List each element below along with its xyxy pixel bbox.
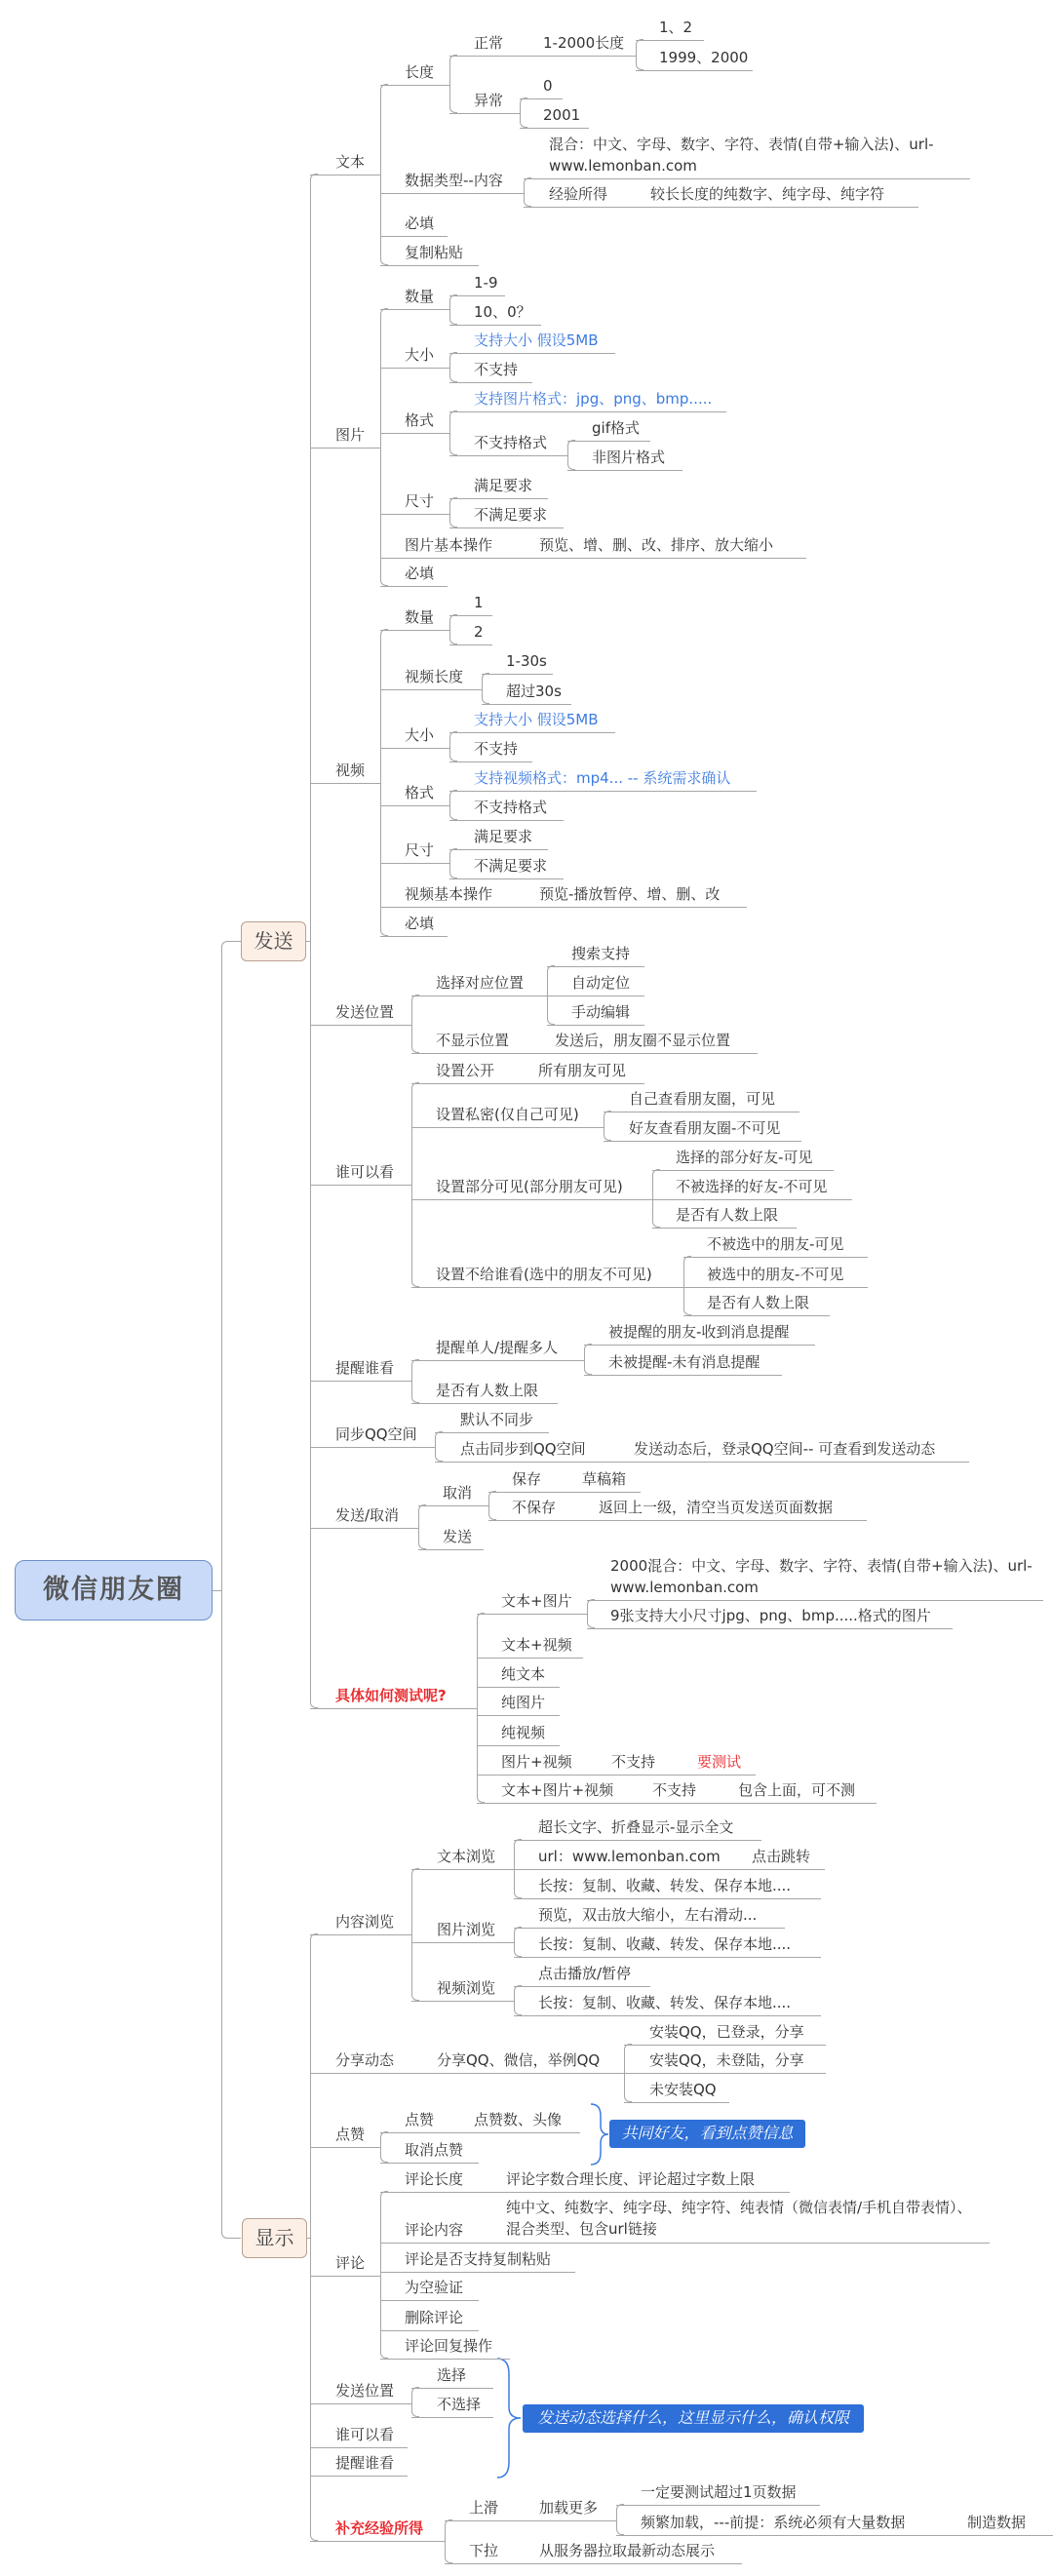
leaf[interactable]: 是否有人数上限	[683, 1291, 830, 1316]
leaf[interactable]: 点击播放/暂停	[514, 1962, 650, 1987]
leaf[interactable]: 删除评论	[380, 2306, 479, 2331]
leaf[interactable]: 支持大小 假设5MB	[449, 329, 615, 354]
node-text-image[interactable]: 文本+图片	[477, 1589, 587, 1615]
leaf[interactable]: 必填	[380, 212, 448, 237]
branch-comment[interactable]: 评论	[310, 2251, 380, 2277]
node-image-video[interactable]: 图片+视频	[477, 1750, 756, 1776]
node-length[interactable]: 长度	[380, 60, 449, 86]
leaf[interactable]: 评论是否支持复制粘贴	[380, 2247, 575, 2273]
node-click-sync[interactable]: 点击同步到QQ空间	[435, 1437, 969, 1463]
pull-down-detail: 从服务器拉取最新动态展示	[539, 2542, 716, 2559]
node-pull-up[interactable]: 上滑	[445, 2496, 616, 2521]
leaf[interactable]: 满足要求	[449, 825, 548, 850]
pull-up-detail: 加载更多	[539, 2499, 599, 2517]
node-basic-ops[interactable]: 视频基本操作	[380, 882, 747, 908]
node-save[interactable]: 保存	[488, 1467, 641, 1493]
like-callout: 共同好友，看到点赞信息	[609, 2120, 805, 2148]
branch-like[interactable]: 点赞	[310, 2123, 380, 2148]
comment-length-detail: 评论字数合理长度、评论超过字数上限	[506, 2170, 756, 2188]
node-exclude[interactable]: 设置不给谁看(选中的朋友不可见)	[411, 1263, 683, 1288]
normal-range: 1-2000长度	[543, 34, 625, 52]
leaf[interactable]: 2001	[520, 103, 589, 129]
node-size[interactable]: 大小	[380, 723, 449, 749]
node-size[interactable]: 大小	[380, 343, 449, 369]
leaf[interactable]: 支持视频格式：mp4... -- 系统需求确认	[449, 766, 757, 792]
leaf[interactable]: 超长文字、折叠显示-显示全文	[514, 1815, 761, 1841]
leaf[interactable]: 不满足要求	[449, 854, 564, 879]
test-note: 包含上面，可不测	[738, 1781, 856, 1799]
branch-visibility[interactable]: 谁可以看	[310, 2423, 408, 2448]
save-detail: 草稿箱	[582, 1470, 627, 1488]
leaf[interactable]: 长按：复制、收藏、转发、保存本地....	[514, 1874, 821, 1899]
node-count[interactable]: 数量	[380, 605, 449, 631]
leaf[interactable]: 长按：复制、收藏、转发、保存本地....	[514, 1991, 821, 2016]
leaf[interactable]: 为空验证	[380, 2276, 479, 2301]
leaf[interactable]: 1	[449, 591, 492, 616]
node-no-save[interactable]: 不保存	[488, 1496, 867, 1521]
basic-ops-detail: 预览、增、删、改、排序、放大缩小	[539, 536, 774, 554]
node-text-browse[interactable]: 文本浏览	[411, 1845, 514, 1870]
node-format[interactable]: 格式	[380, 409, 449, 434]
leaf[interactable]: 纯文本	[477, 1662, 560, 1688]
leaf[interactable]: 不选择	[411, 2393, 493, 2418]
branch-supplement[interactable]: 补充经验所得	[310, 2517, 445, 2542]
node-choose-location[interactable]: 选择对应位置	[411, 971, 547, 996]
node-dimension[interactable]: 尺寸	[380, 489, 449, 515]
branch-location[interactable]: 发送位置	[310, 1000, 411, 1026]
branch-send-cancel[interactable]: 发送/取消	[310, 1503, 418, 1529]
branch-visibility[interactable]: 谁可以看	[310, 1160, 411, 1186]
hide-location-detail: 发送后，朋友圈不显示位置	[555, 1032, 731, 1049]
node-count[interactable]: 数量	[380, 285, 449, 310]
leaf[interactable]: 文本+视频	[477, 1633, 583, 1659]
leaf[interactable]: 超过30s	[482, 680, 571, 705]
leaf[interactable]: 手动编辑	[547, 1000, 644, 1026]
leaf[interactable]: 不支持	[449, 358, 532, 383]
node-private[interactable]: 设置私密(仅自己可见)	[411, 1103, 604, 1128]
node-basic-ops[interactable]: 图片基本操作	[380, 533, 806, 559]
leaf[interactable]: 2000混合：中文、字母、数字、字符、表情(自带+输入法)、url-www.lemonban.com	[587, 1550, 1043, 1601]
node-like[interactable]: 点赞	[380, 2108, 580, 2133]
leaf[interactable]: 未被提醒-未有消息提醒	[584, 1350, 782, 1376]
public-detail: 所有朋友可见	[538, 1062, 627, 1079]
leaf[interactable]: 自己查看朋友圈，可见	[604, 1087, 800, 1112]
branch-remind[interactable]: 提醒谁看	[310, 2451, 408, 2477]
connector	[221, 941, 241, 2239]
leaf[interactable]: url：www.lemonban.com	[514, 1845, 825, 1870]
branch-share[interactable]: 分享动态	[310, 2049, 624, 2074]
comment-content-detail: 纯中文、纯数字、纯字母、纯字符、纯表情（微信表情/手机自带表情）、混合类型、包含url链接	[506, 2199, 972, 2238]
leaf[interactable]: 非图片格式	[567, 446, 682, 471]
branch-qq-sync[interactable]: 同步QQ空间	[310, 1423, 435, 1448]
node-single-multi[interactable]: 提醒单人/提醒多人	[411, 1336, 584, 1361]
leaf[interactable]: 默认不同步	[435, 1408, 549, 1433]
leaf[interactable]: 安装QQ，已登录，分享	[624, 2020, 826, 2046]
leaf[interactable]: 复制粘贴	[380, 241, 479, 266]
leaf[interactable]: 安装QQ，未登陆，分享	[624, 2049, 826, 2074]
brace-icon	[493, 2357, 523, 2479]
leaf[interactable]: 满足要求	[449, 474, 548, 499]
node-experience[interactable]: 经验所得	[524, 182, 918, 208]
leaf[interactable]: 纯视频	[477, 1721, 560, 1746]
leaf[interactable]: 1-9	[449, 271, 505, 296]
node-format[interactable]: 格式	[380, 781, 449, 806]
leaf[interactable]: 10、0？	[449, 300, 541, 326]
leaf[interactable]: 发送	[418, 1525, 484, 1550]
support-status: 不支持	[611, 1753, 656, 1771]
leaf[interactable]: 搜索支持	[547, 942, 644, 967]
leaf[interactable]: 预览，双击放大缩小，左右滑动...	[514, 1903, 785, 1929]
leaf[interactable]: 9张支持大小尺寸jpg、png、bmp.....格式的图片	[587, 1604, 953, 1629]
leaf[interactable]: 长按：复制、收藏、转发、保存本地....	[514, 1932, 821, 1958]
node-pull-down[interactable]: 下拉	[445, 2539, 742, 2564]
no-save-detail: 返回上一级，清空当页发送页面数据	[599, 1499, 834, 1516]
leaf[interactable]: 1、2	[636, 16, 704, 41]
leaf[interactable]: 一定要测试超过1页数据	[616, 2480, 820, 2506]
permission-callout: 发送动态选择什么，这里显示什么，确认权限	[523, 2404, 864, 2433]
leaf[interactable]: 不满足要求	[449, 503, 564, 528]
leaf[interactable]: 好友查看朋友圈-不可见	[604, 1116, 801, 1142]
connector	[310, 174, 318, 1708]
leaf[interactable]: 混合：中文、字母、数字、字符、表情(自带+输入法)、url-www.lemonban.com	[524, 129, 970, 179]
node-comment-content[interactable]: 评论内容	[380, 2218, 990, 2244]
branch-image[interactable]: 图片	[310, 423, 380, 449]
connector	[213, 1590, 221, 1591]
leaf[interactable]: 不被选择的好友-不可见	[652, 1175, 852, 1200]
leaf[interactable]: 评论回复操作	[380, 2334, 510, 2360]
leaf[interactable]: 是否有人数上限	[411, 1379, 558, 1404]
connector	[310, 1933, 318, 2541]
node-dimension[interactable]: 尺寸	[380, 839, 449, 864]
branch-location[interactable]: 发送位置	[310, 2379, 411, 2404]
branch-how-to-test[interactable]: 具体如何测试呢?	[310, 1684, 477, 1709]
branch-remind[interactable]: 提醒谁看	[310, 1356, 411, 1382]
leaf[interactable]: 2	[449, 620, 492, 645]
node-image-browse[interactable]: 图片浏览	[411, 1918, 514, 1943]
leaf[interactable]: 支持图片格式：jpg、png、bmp.....	[449, 387, 726, 412]
share-detail: 分享QQ、微信，举例QQ	[437, 2051, 601, 2069]
topic-display[interactable]: 显示	[242, 2218, 307, 2258]
leaf[interactable]: 取消点赞	[380, 2138, 479, 2164]
node-comment-length[interactable]: 评论长度	[380, 2167, 790, 2193]
leaf[interactable]: 不支持	[449, 737, 532, 762]
node-public[interactable]: 设置公开	[411, 1059, 644, 1084]
node-hide-location[interactable]: 不显示位置	[411, 1029, 758, 1054]
node-partial[interactable]: 设置部分可见(部分朋友可见)	[411, 1175, 652, 1200]
pull-up-extra: 制造数据	[967, 2514, 1027, 2531]
leaf[interactable]: gif格式	[567, 416, 650, 442]
node-video-browse[interactable]: 视频浏览	[411, 1976, 514, 2002]
leaf[interactable]: 纯图片	[477, 1691, 560, 1716]
url-action: 点击跳转	[752, 1848, 811, 1865]
leaf[interactable]: 选择的部分好友-可见	[652, 1146, 834, 1171]
brace-icon	[585, 2102, 610, 2166]
leaf[interactable]: 被选中的朋友-不可见	[683, 1263, 868, 1288]
branch-text[interactable]: 文本	[310, 150, 380, 176]
branch-browse[interactable]: 内容浏览	[310, 1910, 411, 1935]
support-status: 不支持	[652, 1781, 697, 1799]
leaf[interactable]: 0	[520, 74, 563, 99]
experience-detail: 较长长度的纯数字、纯字母、纯字符	[650, 185, 885, 203]
leaf[interactable]: 被提醒的朋友-收到消息提醒	[584, 1320, 815, 1346]
leaf[interactable]: 是否有人数上限	[652, 1203, 797, 1229]
leaf[interactable]: 1999、2000	[636, 46, 753, 71]
node-cancel[interactable]: 取消	[418, 1481, 488, 1506]
leaf[interactable]: 未安装QQ	[624, 2078, 729, 2103]
leaf[interactable]: 必填	[380, 912, 448, 937]
click-sync-detail: 发送动态后，登录QQ空间-- 可查看到发送动态	[634, 1440, 936, 1458]
leaf[interactable]: 必填	[380, 562, 448, 587]
leaf[interactable]: 1-30s	[482, 649, 553, 675]
root-topic[interactable]: 微信朋友圈	[15, 1560, 213, 1620]
leaf[interactable]: 不被选中的朋友-可见	[683, 1232, 868, 1258]
node-normal[interactable]: 正常	[449, 31, 636, 57]
test-note: 要测试	[697, 1753, 742, 1771]
node-video-length[interactable]: 视频长度	[380, 665, 482, 690]
like-detail: 点赞数、头像	[474, 2111, 563, 2128]
basic-ops-detail: 预览-播放暂停、增、删、改	[539, 885, 721, 903]
node-abnormal[interactable]: 异常	[449, 89, 520, 114]
leaf[interactable]: 不支持格式	[449, 796, 564, 821]
node-all[interactable]: 文本+图片+视频	[477, 1778, 877, 1804]
branch-video[interactable]: 视频	[310, 759, 380, 784]
leaf[interactable]: 自动定位	[547, 971, 644, 996]
node-data-type[interactable]: 数据类型--内容	[380, 169, 524, 194]
leaf[interactable]: 选择	[411, 2363, 493, 2389]
topic-send[interactable]: 发送	[241, 921, 306, 961]
node-unsupported-format[interactable]: 不支持格式	[449, 431, 567, 456]
leaf[interactable]: 支持大小 假设5MB	[449, 708, 615, 733]
leaf[interactable]: 频繁加载，---前提：系统必须有大量数据	[616, 2511, 1053, 2536]
